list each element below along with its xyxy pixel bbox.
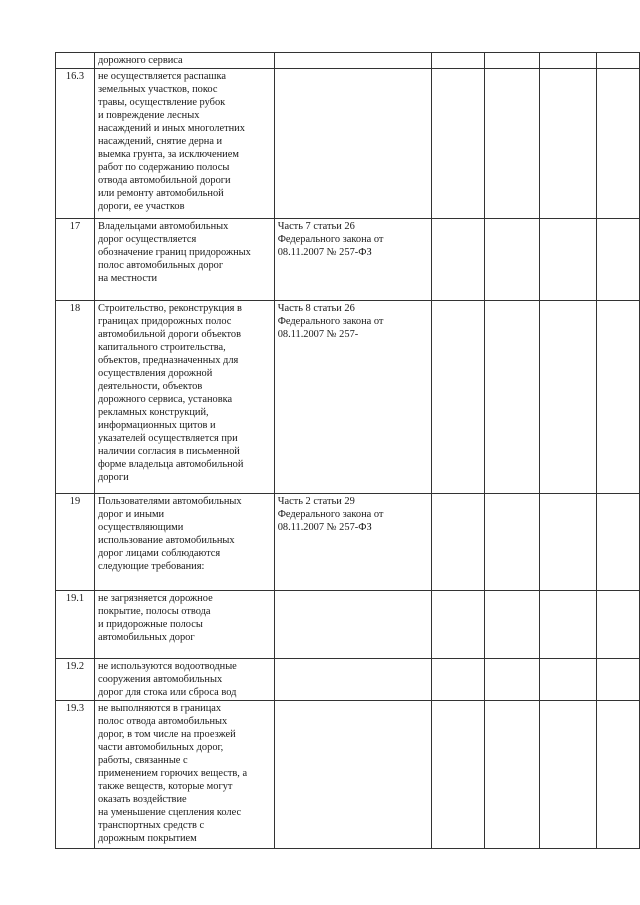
empty-cell [485, 219, 540, 301]
table-row [56, 219, 640, 301]
row-number: 18 [56, 301, 95, 494]
empty-cell [485, 701, 540, 849]
empty-cell [432, 219, 485, 301]
empty-cell [597, 53, 640, 69]
empty-cell [540, 53, 597, 69]
table-row [56, 53, 640, 69]
row-number: 19.2 [56, 659, 95, 701]
empty-cell [485, 69, 540, 219]
empty-cell [485, 591, 540, 659]
empty-cell [540, 301, 597, 494]
requirements-table [55, 52, 640, 849]
empty-cell [432, 701, 485, 849]
empty-cell [540, 701, 597, 849]
requirement-text: дорожного сервиса [94, 53, 274, 69]
legal-reference [274, 659, 432, 701]
empty-cell [597, 494, 640, 591]
legal-reference [274, 591, 432, 659]
empty-cell [540, 494, 597, 591]
row-number: 16.3 [56, 69, 95, 219]
empty-cell [432, 53, 485, 69]
requirement-text: Пользователями автомобильных дорог и иными осуществляющими использование автомобильных дорог лицами соблюдаются следующие требования: [94, 494, 274, 591]
empty-cell [432, 591, 485, 659]
empty-cell [597, 69, 640, 219]
legal-reference: Часть 8 статьи 26 Федерального закона от 08.11.2007 № 257- [274, 301, 432, 494]
legal-reference [274, 69, 432, 219]
empty-cell [597, 219, 640, 301]
row-number: 19.3 [56, 701, 95, 849]
table-row [56, 591, 640, 659]
empty-cell [485, 494, 540, 591]
requirement-text: не осуществляется распашка земельных участков, покос травы, осуществление рубок и повреждение лесных насаждений и иных многолетних насаждений, снятие дерна и выемка грунта, за исключением работ по содержанию полосы отвода автомобильной дороги или ремонту автомобильной дороги, ее участков [94, 69, 274, 219]
empty-cell [432, 301, 485, 494]
row-number: 17 [56, 219, 95, 301]
empty-cell [597, 659, 640, 701]
legal-reference: Часть 7 статьи 26 Федерального закона от 08.11.2007 № 257-ФЗ [274, 219, 432, 301]
legal-reference: Часть 2 статьи 29 Федерального закона от 08.11.2007 № 257-ФЗ [274, 494, 432, 591]
empty-cell [485, 659, 540, 701]
empty-cell [432, 659, 485, 701]
requirement-text: Строительство, реконструкция в границах придорожных полос автомобильной дороги объектов капитального строительства, объектов, предназначенных для осуществления дорожной деятельности, объектов дорожного сервиса, установка рекламных конструкций, информационных щитов и указателей осуществляется при наличии согласия в письменной форме владельца автомобильной дороги [94, 301, 274, 494]
empty-cell [540, 219, 597, 301]
empty-cell [540, 69, 597, 219]
table-row [56, 69, 640, 219]
empty-cell [597, 301, 640, 494]
empty-cell [485, 301, 540, 494]
row-number: 19 [56, 494, 95, 591]
empty-cell [432, 69, 485, 219]
empty-cell [597, 701, 640, 849]
row-number: 19.1 [56, 591, 95, 659]
legal-reference [274, 53, 432, 69]
empty-cell [540, 659, 597, 701]
requirement-text: не выполняются в границах полос отвода автомобильных дорог, в том числе на проезжей части автомобильных дорог, работы, связанные с применением горючих веществ, а также веществ, которые могут оказать воздействие на уменьшение сцепления колес транспортных средств с дорожным покрытием [94, 701, 274, 849]
empty-cell [485, 53, 540, 69]
table-row [56, 659, 640, 701]
row-number [56, 53, 95, 69]
requirement-text: не загрязняется дорожное покрытие, полосы отвода и придорожные полосы автомобильных дорог [94, 591, 274, 659]
requirement-text: Владельцами автомобильных дорог осуществляется обозначение границ придорожных полос автомобильных дорог на местности [94, 219, 274, 301]
table-row [56, 701, 640, 849]
empty-cell [540, 591, 597, 659]
table-row [56, 301, 640, 494]
table-row [56, 494, 640, 591]
empty-cell [597, 591, 640, 659]
empty-cell [432, 494, 485, 591]
requirement-text: не используются водоотводные сооружения автомобильных дорог для стока или сброса вод [94, 659, 274, 701]
legal-reference [274, 701, 432, 849]
